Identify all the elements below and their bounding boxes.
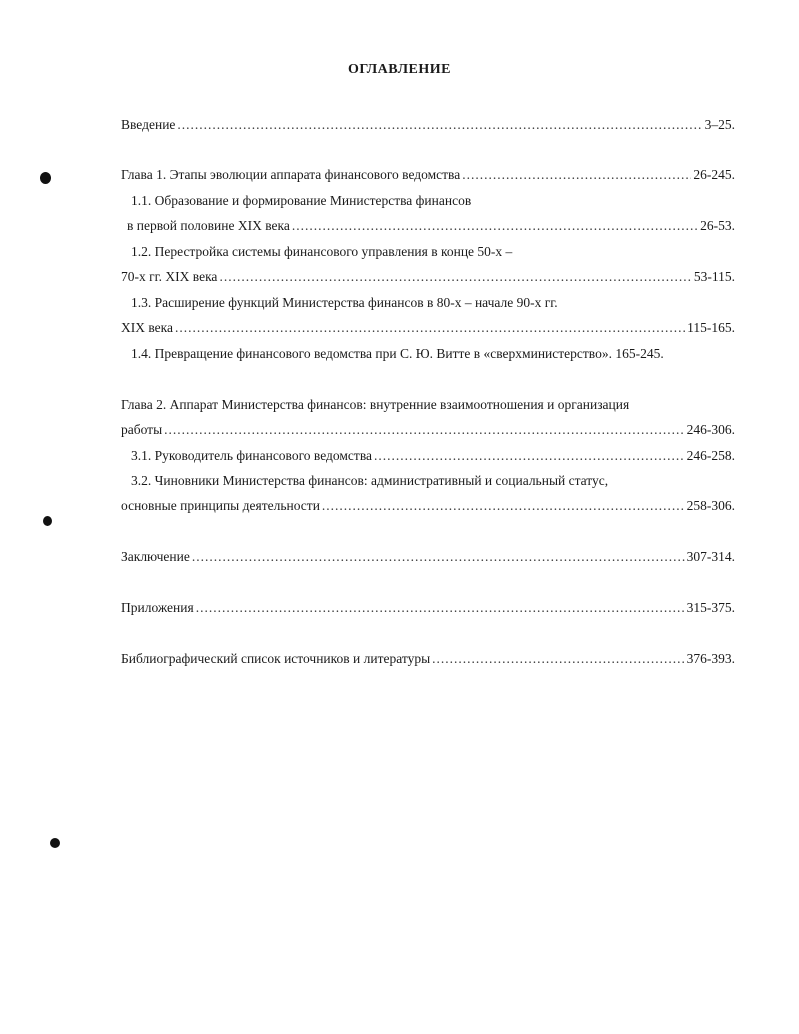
toc-entry-pages: 307-314.	[686, 549, 735, 564]
toc-leader-dots	[292, 217, 698, 235]
toc-entry-section-1-3-cont[interactable]	[121, 319, 735, 337]
toc-leader-dots	[322, 497, 685, 515]
toc-entry-chapter-2-cont[interactable]	[121, 421, 735, 439]
toc-leader-dots	[432, 650, 684, 668]
toc-entry-text: Приложения	[121, 600, 194, 615]
punch-hole-mark	[40, 172, 51, 184]
toc-leader-dots	[164, 421, 684, 439]
toc-entry-pages: 26-53.	[700, 218, 735, 233]
toc-entry-text: Глава 2. Аппарат Министерства финансов: внутренние взаимоотношения и организация	[121, 397, 630, 412]
toc-entry-pages: 258-306.	[686, 498, 735, 513]
toc-leader-dots	[196, 599, 685, 617]
toc-entry-text: Глава 1. Этапы эволюции аппарата финансового ведомства	[121, 167, 461, 182]
toc-entry-pages: 26-245.	[693, 167, 735, 182]
punch-hole-mark	[43, 516, 52, 526]
toc-entry-text: Заключение	[121, 549, 190, 564]
toc-entry-text: 1.4. Превращение финансового ведомства при С. Ю. Витте в «сверхминистерство». 165-245.	[131, 346, 664, 361]
toc-entry-text: 3.2. Чиновники Министерства финансов: административный и социальный статус,	[131, 473, 609, 488]
toc-entry-chapter-2[interactable]	[121, 396, 735, 414]
toc-entry-section-1-1[interactable]	[121, 192, 735, 210]
toc-entry-text: 1.3. Расширение функций Министерства финансов в 80-х – начале 90-х гг.	[131, 295, 558, 310]
toc-entry-section-1-1-cont[interactable]	[121, 217, 735, 235]
toc-entry-text: 70-х гг. XIX века	[121, 269, 218, 284]
toc-entry-section-1-4[interactable]	[121, 345, 735, 363]
toc-leader-dots	[374, 447, 685, 465]
toc-entry-text: 1.1. Образование и формирование Министерства финансов	[131, 193, 472, 208]
toc-entry-section-3-2[interactable]	[121, 472, 735, 490]
toc-entry-text: XIX века	[121, 320, 174, 335]
punch-hole-mark	[50, 838, 60, 848]
toc-entry-section-1-2[interactable]	[121, 243, 735, 261]
toc-leader-dots	[192, 548, 685, 566]
toc-entry-text: Библиографический список источников и литературы	[121, 651, 431, 666]
toc-entry-bibliography[interactable]	[121, 650, 735, 668]
toc-entry-section-1-2-cont[interactable]	[121, 268, 735, 286]
toc-leader-dots	[175, 319, 685, 337]
toc-entry-pages: 315-375.	[686, 600, 735, 615]
toc-entry-conclusion[interactable]	[121, 548, 735, 566]
toc-entry-text: работы	[121, 422, 163, 437]
toc-leader-dots	[462, 166, 691, 184]
toc-entry-text: основные принципы деятельности	[121, 498, 320, 513]
toc-entry-chapter-1[interactable]	[121, 166, 735, 184]
toc-entry-section-1-3[interactable]	[121, 294, 735, 312]
toc-entry-section-3-1[interactable]	[121, 447, 735, 465]
toc-entry-pages: 246-306.	[686, 422, 735, 437]
toc-entry-section-3-2-cont[interactable]	[121, 497, 735, 515]
toc-entry-text: Введение	[121, 117, 176, 132]
toc-entry-text: в первой половине XIX века	[127, 218, 290, 233]
toc-entry-text: 1.2. Перестройка системы финансового управления в конце 50-х –	[131, 244, 513, 259]
toc-entry-text: 3.1. Руководитель финансового ведомства	[131, 448, 373, 463]
toc-entry-pages: 53-115.	[693, 269, 735, 284]
toc-entry-introduction[interactable]	[121, 116, 735, 134]
page-title: ОГЛАВЛЕНИЕ	[348, 62, 451, 77]
toc-leader-dots	[219, 268, 691, 286]
toc-entry-pages: 115-165.	[687, 320, 735, 335]
toc-entry-pages: 376-393.	[686, 651, 735, 666]
toc-entry-pages: 3–25.	[704, 117, 735, 132]
toc-entry-pages: 246-258.	[686, 448, 735, 463]
toc-entry-appendices[interactable]	[121, 599, 735, 617]
toc-leader-dots	[177, 116, 702, 134]
